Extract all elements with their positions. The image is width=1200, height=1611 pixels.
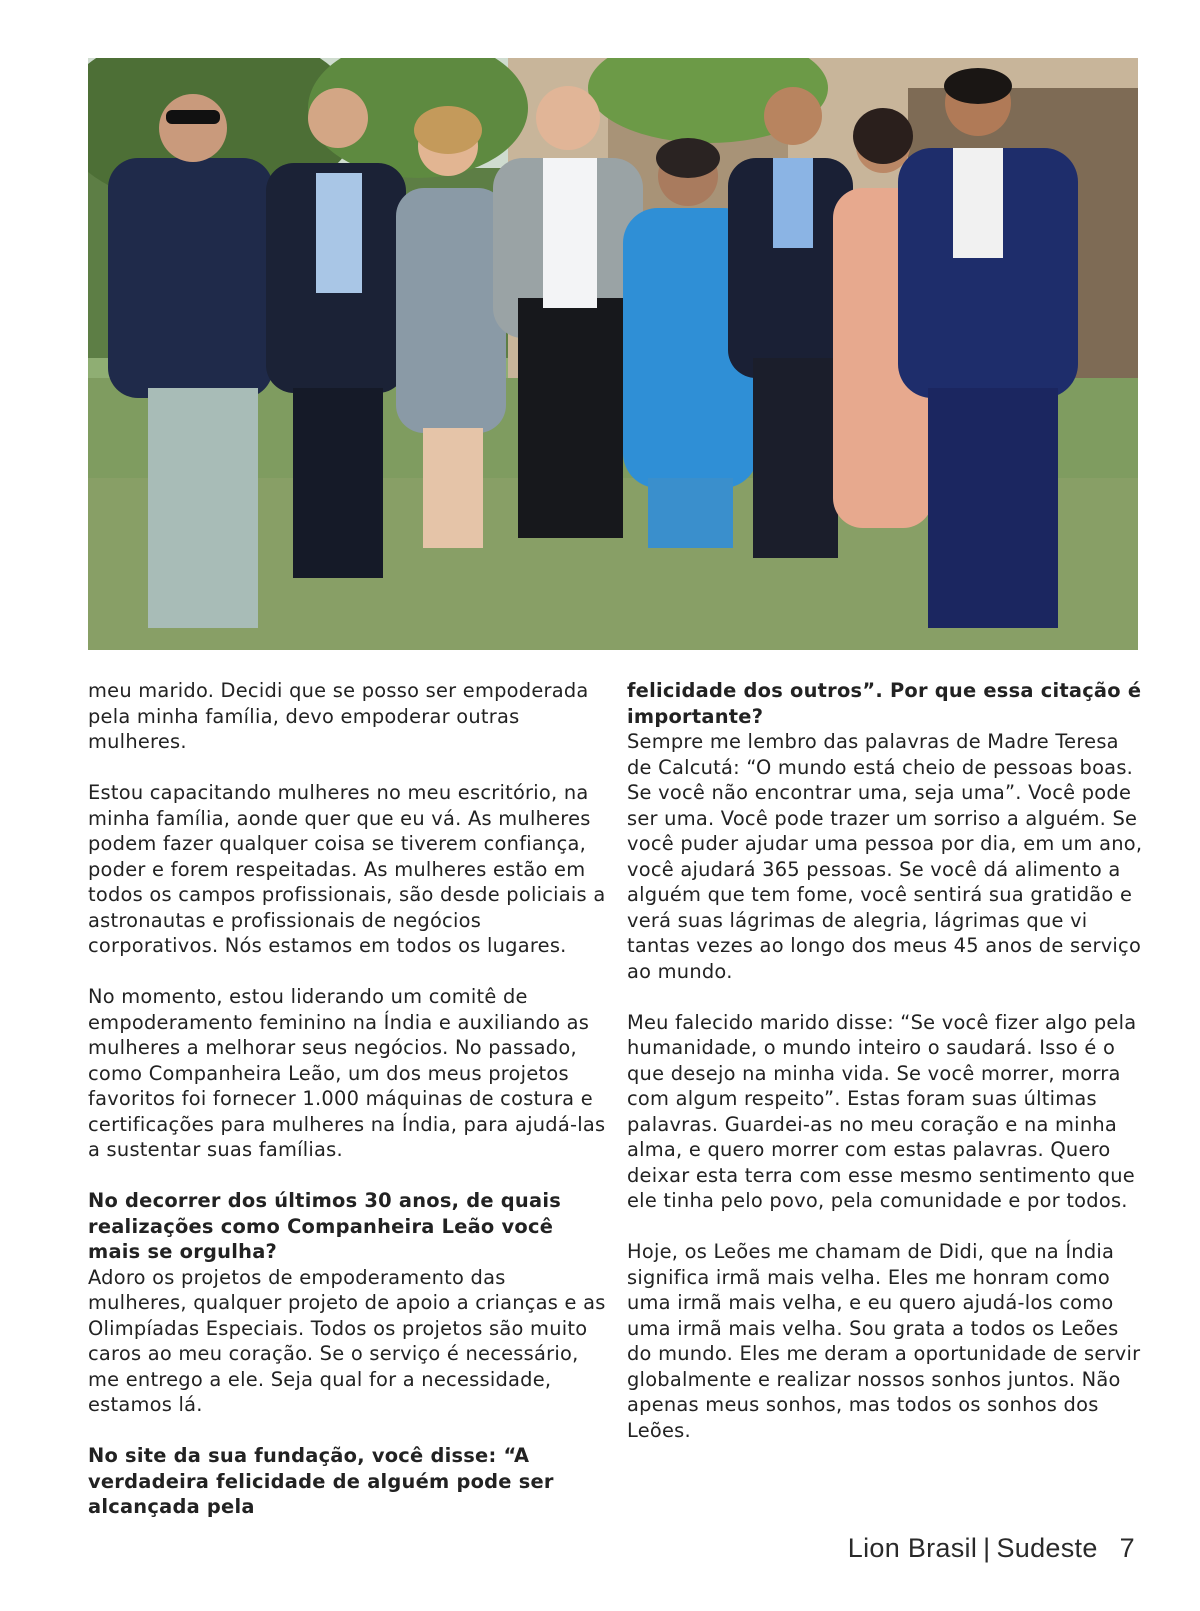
- paragraph: Hoje, os Leões me chamam de Didi, que na Índia significa irmã mais velha. Eles me honram como uma irmã mais velha, e eu quero ajudá-los como uma irmã mais velha. Sou grata a todos os Leões do mundo. Eles me deram a oportunidade de servir globalmente e realizar nossos sonhos juntos. Não apenas meus sonhos, mas todos os sonhos dos Leões.: [627, 1240, 1141, 1442]
- question-heading: No decorrer dos últimos 30 anos, de quais realizações como Companheira Leão você mais se orgulha?: [88, 1189, 562, 1263]
- question-heading: felicidade dos outros”. Por que essa citação é importante?: [627, 679, 1142, 728]
- qa-block: [627, 678, 1149, 984]
- left-column: [88, 678, 610, 1520]
- right-column: [627, 678, 1149, 1443]
- publication-name: Lion Brasil: [847, 1533, 978, 1563]
- paragraph: No momento, estou liderando um comitê de empoderamento feminino na Índia e auxiliando as mulheres a melhorar seus negócios. No passado, como Companheira Leão, um dos meus projetos favoritos foi fornecer 1.000 máquinas de costura e certificações para mulheres na Índia, para ajudá-las a sustentar suas famílias.: [88, 985, 606, 1161]
- page-footer: [848, 1533, 1135, 1564]
- answer-text: Sempre me lembro das palavras de Madre Teresa de Calcutá: “O mundo está cheio de pessoas boas. Se você não encontrar uma, seja uma”. Você pode ser uma. Você pode trazer um sorriso a alguém. Se você puder ajudar uma pessoa por dia, em um ano, você ajudará 365 pessoas. Se você dá alimento a alguém que tem fome, você sentirá sua gratidão e verá suas lágrimas de alegria, lágrimas que vi tantas vezes ao longo dos meus 45 anos de serviço ao mundo.: [627, 730, 1143, 983]
- paragraph: meu marido. Decidi que se posso ser empoderada pela minha família, devo empoderar outras mulheres.: [88, 679, 589, 753]
- group-photo: [88, 58, 1138, 650]
- question-heading: No site da sua fundação, você disse: “A verdadeira felicidade de alguém pode ser alcançada pela: [88, 1444, 554, 1518]
- paragraph: Meu falecido marido disse: “Se você fizer algo pela humanidade, o mundo inteiro o saudará. Isso é o que desejo na minha vida. Se você morrer, morra com algum respeito”. Estas foram suas últimas palavras. Guardei-as no meu coração e na minha alma, e quero morrer com estas palavras. Quero deixar esta terra com esse mesmo sentimento que ele tinha pelo povo, pela comunidade e por todos.: [627, 1010, 1137, 1212]
- section-name: Sudeste: [996, 1533, 1098, 1563]
- footer-separator: |: [983, 1533, 991, 1563]
- group-photo-illustration: [88, 58, 1138, 650]
- qa-block: [88, 1188, 610, 1418]
- answer-text: Adoro os projetos de empoderamento das mulheres, qualquer projeto de apoio a crianças e as Olimpíadas Especiais. Todos os projetos são muito caros ao meu coração. Se o serviço é necessário, me entrego a ele. Seja qual for a necessidade, estamos lá.: [88, 1265, 606, 1416]
- paragraph: Estou capacitando mulheres no meu escritório, na minha família, aonde quer que eu vá. As mulheres podem fazer qualquer coisa se tiverem confiança, poder e forem respeitadas. As mulheres estão em todos os campos profissionais, são desde policiais a astronautas e profissionais de negócios corporativos. Nós estamos em todos os lugares.: [88, 781, 606, 957]
- page-number: 7: [1119, 1533, 1135, 1563]
- qa-block: [88, 1443, 610, 1520]
